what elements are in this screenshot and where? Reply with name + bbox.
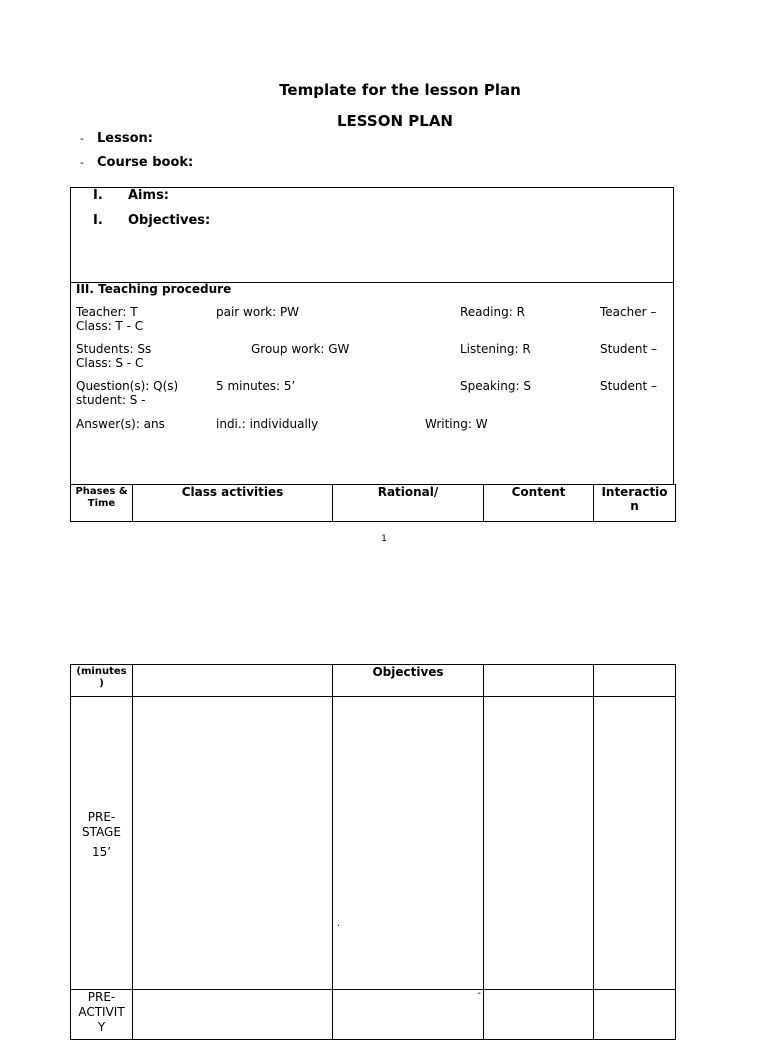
table-header-row [71,485,676,522]
bullet-dash: - [80,132,84,145]
legend-student-class: Student – [600,342,658,356]
phase-cell-pre-activity [71,990,133,1040]
header-cell-blank [133,665,333,697]
aims-row [93,188,169,203]
table-row-pre-stage [71,697,676,990]
objectives-number: I. [93,213,103,228]
content-label: Content [511,485,566,499]
header-cell-minutes [71,665,133,697]
pre-activity-label-cont: ACTIVIT [78,1005,125,1019]
objectives-cell [333,697,484,990]
bullet-dash: - [80,156,84,169]
aims-number: I. [93,188,103,203]
legend-reading: Reading: R [460,305,525,319]
legend-individually: indi.: individually [216,417,319,431]
legend-questions: Question(s): Q(s) [76,379,179,393]
pre-stage-time: 15’ [91,845,112,859]
activities-cell [133,697,333,990]
header-cell-class-activities [133,485,333,522]
header-cell-blank [594,665,676,697]
rational-label: Rational/ [377,485,439,499]
interaction-label-cont: n [630,499,639,513]
legend-teacher-class-cont: Class: T - C [76,319,144,333]
content-cell [484,990,594,1040]
class-activities-label: Class activities [181,485,284,499]
minutes-label: (minutes [76,666,127,677]
aims-label: Aims: [128,188,169,203]
page-number: 1 [381,534,387,544]
content-cell [484,697,594,990]
aims-objectives-box [70,187,674,283]
pre-activity-label-end: Y [97,1020,106,1034]
header-cell-blank [484,665,594,697]
legend-speaking: Speaking: S [460,379,531,393]
legend-teacher: Teacher: T [76,305,138,319]
legend-group-work: Group work: GW [251,342,350,356]
phase-cell-pre-stage [71,697,133,990]
objectives-column-label: Objectives [372,665,444,679]
legend-teacher-class: Teacher – [600,305,657,319]
objectives-row [93,213,210,228]
teaching-procedure-box [70,282,674,485]
interaction-label: Interactio [601,485,668,499]
header-cell-objectives [333,665,484,697]
table-row-pre-activity [71,990,676,1040]
time-label: Time [87,498,116,509]
header-cell-phases [71,485,133,522]
phases-label: Phases & [75,486,128,497]
legend-student-student: Student – [600,379,658,393]
activities-cell [133,990,333,1040]
lesson-label: Lesson: [97,131,153,146]
legend-writing: Writing: W [425,417,488,431]
header-cell-content [484,485,594,522]
legend-student-student-cont: student: S - [76,393,146,407]
objectives-cell [333,990,484,1040]
legend-listening: Listening: R [460,342,531,356]
objectives-label: Objectives: [128,213,211,228]
document-subtitle: LESSON PLAN [337,112,453,130]
pre-stage-label-cont: STAGE [82,825,121,839]
table-header-row-continued [71,665,676,697]
header-cell-interaction [594,485,676,522]
pre-stage-label: PRE- [87,810,116,824]
legend-answers: Answer(s): ans [76,417,165,431]
legend-five-minutes: 5 minutes: 5’ [216,379,296,393]
dash-mark: - [477,988,481,999]
minutes-label-cont: ) [99,678,104,689]
interaction-cell [594,697,676,990]
teaching-procedure-heading: III. Teaching procedure [76,282,232,296]
interaction-cell [594,990,676,1040]
lesson-line [80,131,153,146]
legend-student-class-cont: Class: S - C [76,356,144,370]
legend-students: Students: Ss [76,342,152,356]
lesson-table-header [70,484,676,522]
course-book-label: Course book: [97,155,194,170]
dot-mark: . [337,918,341,929]
pre-activity-label: PRE- [87,990,116,1004]
legend-pair-work: pair work: PW [216,305,300,319]
header-cell-rational [333,485,484,522]
document-title: Template for the lesson Plan [279,81,521,99]
lesson-table-continued [70,664,676,1040]
course-book-line [80,155,193,170]
